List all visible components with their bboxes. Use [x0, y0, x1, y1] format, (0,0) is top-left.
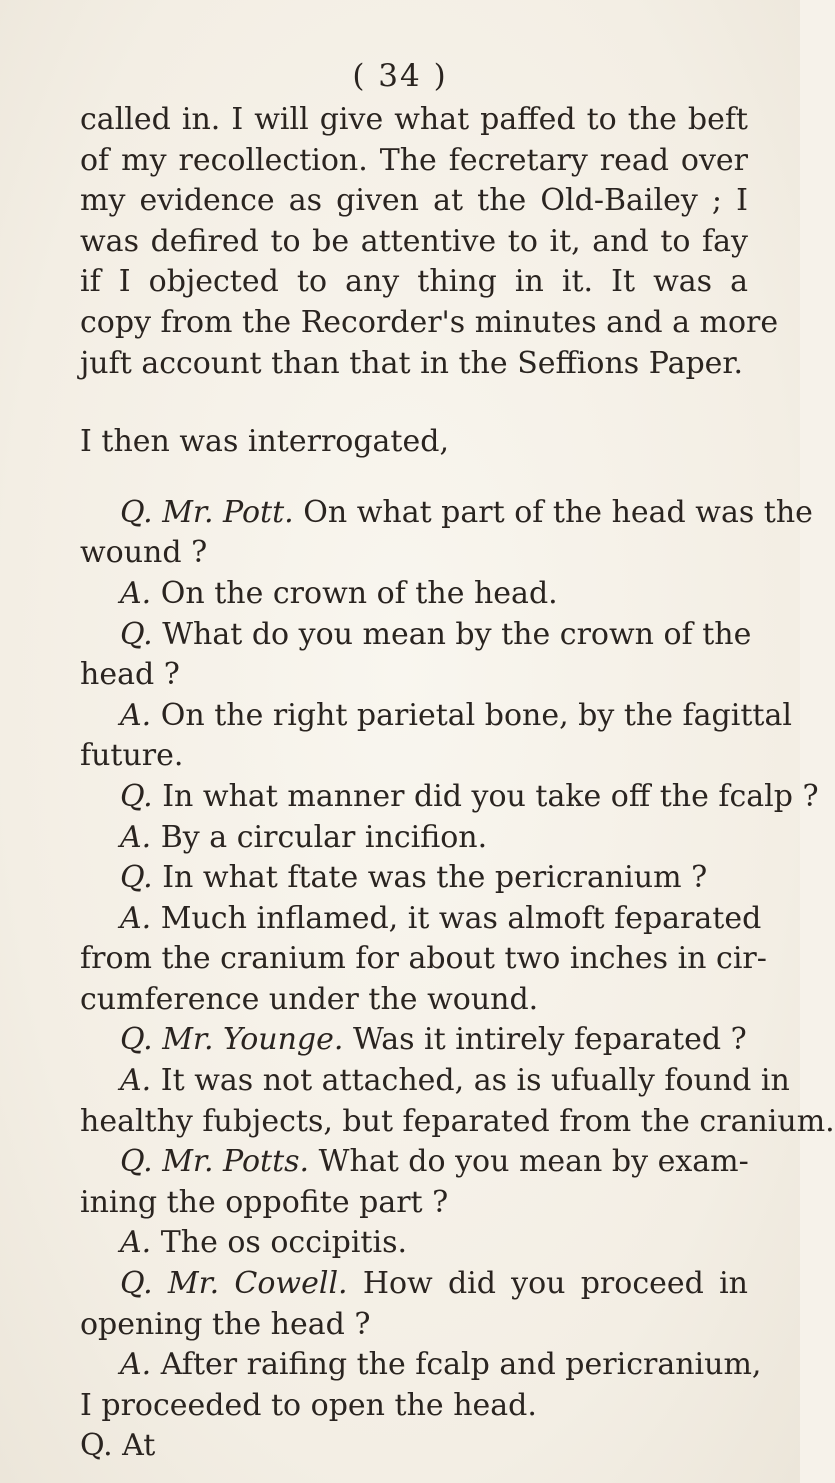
dialogue-line: [80, 1305, 748, 1346]
dialogue-text: Was it intirely feparated ?: [352, 1022, 747, 1058]
dialogue-line: [80, 858, 748, 899]
dialogue-text: What do you mean by exam-: [318, 1144, 749, 1180]
text-line: of my recollection. The fecretary read over: [80, 142, 748, 178]
interrogated-line: I then was interrogated,: [80, 424, 449, 460]
text-line: if I objected to any thing in it. It was a: [80, 264, 748, 300]
dialogue-line: [80, 736, 748, 777]
speaker-mark: A.: [120, 1347, 152, 1383]
dialogue-line: [80, 899, 762, 940]
dialogue-text: In what manner did you take off the fcalp ?: [162, 778, 819, 814]
dialogue-text: I proceeded to open the head.: [80, 1387, 537, 1423]
speaker-name: Mr. Cowell.: [167, 1266, 348, 1302]
dialogue-line: [80, 818, 748, 859]
dialogue-text: opening the head ?: [80, 1306, 371, 1342]
speaker-mark: A.: [120, 1063, 152, 1099]
dialogue-entry: [80, 818, 748, 859]
dialogue-line: [80, 1386, 748, 1427]
speaker-mark: Q.: [120, 1266, 153, 1302]
dialogue-entry: [80, 1020, 748, 1061]
dialogue-line: [80, 1345, 762, 1386]
speaker-mark: A.: [120, 575, 152, 611]
dialogue-text: from the cranium for about two inches in cir-: [80, 941, 767, 977]
dialogue-text: After raifing the fcalp and pericranium,: [160, 1347, 762, 1383]
page-text: [80, 100, 835, 1467]
text-line: my evidence as given at the Old-Bailey ; I: [80, 183, 748, 219]
speaker-mark: Q.: [120, 494, 153, 530]
dialogue-entry: [80, 858, 748, 899]
dialogue-entry: [80, 1264, 748, 1345]
dialogue-line: [80, 777, 819, 818]
catchword: Q. At: [80, 1428, 156, 1464]
dialogue-text: By a circular incifion.: [160, 819, 488, 855]
dialogue-entry: [80, 615, 752, 696]
dialogue-line: [80, 1264, 748, 1305]
dialogue-entry: [80, 1061, 835, 1142]
speaker-mark: A.: [120, 819, 152, 855]
speaker-name: Mr. Pott.: [162, 494, 294, 530]
dialogue-entry: [80, 1345, 762, 1426]
speaker-name: Mr. Younge.: [162, 1022, 344, 1058]
dialogue-line: [80, 1183, 748, 1224]
opening-paragraph: [80, 100, 779, 384]
dialogue-entry: [80, 1142, 748, 1223]
dialogue-text: cumference under the wound.: [80, 981, 539, 1017]
dialogue-text: What do you mean by the crown of the: [162, 616, 752, 652]
text-line: copy from the Recorder's minutes and a more: [80, 304, 779, 340]
dialogue-line: [80, 1061, 790, 1102]
speaker-mark: Q.: [120, 616, 153, 652]
dialogue-entry: [80, 493, 813, 574]
speaker-mark: A.: [120, 697, 152, 733]
page-number: ( 34 ): [352, 58, 448, 94]
spacer: [80, 384, 748, 422]
dialogue-line: [80, 980, 748, 1021]
dialogue-line: [80, 655, 748, 696]
text-line: called in. I will give what paffed to the beft: [80, 102, 748, 137]
dialogue-text: healthy fubjects, but feparated from the cranium.: [80, 1103, 835, 1139]
speaker-mark: Q.: [120, 778, 153, 814]
dialogue-line: [80, 1142, 748, 1183]
dialogue-line: [80, 615, 752, 656]
dialogue-text: The os occipitis.: [160, 1225, 408, 1261]
dialogue-entry: [80, 1223, 748, 1264]
dialogue-text: wound ?: [80, 535, 208, 571]
dialogue-entry: [80, 777, 819, 818]
dialogue-text: In what ftate was the pericranium ?: [162, 860, 708, 896]
dialogue-text: ining the oppofite part ?: [80, 1184, 449, 1220]
dialogue-entry: [80, 899, 767, 1021]
dialogue-line: [80, 939, 767, 980]
dialogue-text: On the right parietal bone, by the fagittal: [160, 697, 792, 733]
speaker-mark: Q.: [120, 1144, 153, 1180]
dialogue-text: head ?: [80, 657, 180, 693]
text-line: was defired to be attentive to it, and to fay: [80, 223, 748, 259]
dialogue-text: It was not attached, as is ufually found in: [160, 1063, 790, 1099]
dialogue-line: [80, 533, 748, 574]
dialogue-line: [80, 493, 813, 534]
dialogue-entry: [80, 574, 748, 615]
dialogue-line: [80, 696, 792, 737]
spacer: [80, 463, 748, 493]
dialogue-text: Much inflamed, it was almoft feparated: [160, 900, 762, 936]
text-line: juft account than that in the Seffions Paper.: [80, 345, 743, 381]
dialogue-text: future.: [80, 738, 184, 774]
speaker-mark: Q.: [120, 1022, 153, 1058]
dialogue: [80, 493, 835, 1427]
dialogue-text: How did you proceed in: [362, 1266, 748, 1302]
speaker-name: Mr. Potts.: [162, 1144, 310, 1180]
dialogue-entry: [80, 696, 792, 777]
dialogue-line: [80, 1223, 748, 1264]
dialogue-line: [80, 574, 748, 615]
dialogue-text: On the crown of the head.: [160, 575, 558, 611]
dialogue-line: [80, 1102, 835, 1143]
speaker-mark: Q.: [120, 860, 153, 896]
dialogue-line: [80, 1020, 748, 1061]
speaker-mark: A.: [120, 1225, 152, 1261]
dialogue-text: On what part of the head was the: [303, 494, 813, 530]
speaker-mark: A.: [120, 900, 152, 936]
